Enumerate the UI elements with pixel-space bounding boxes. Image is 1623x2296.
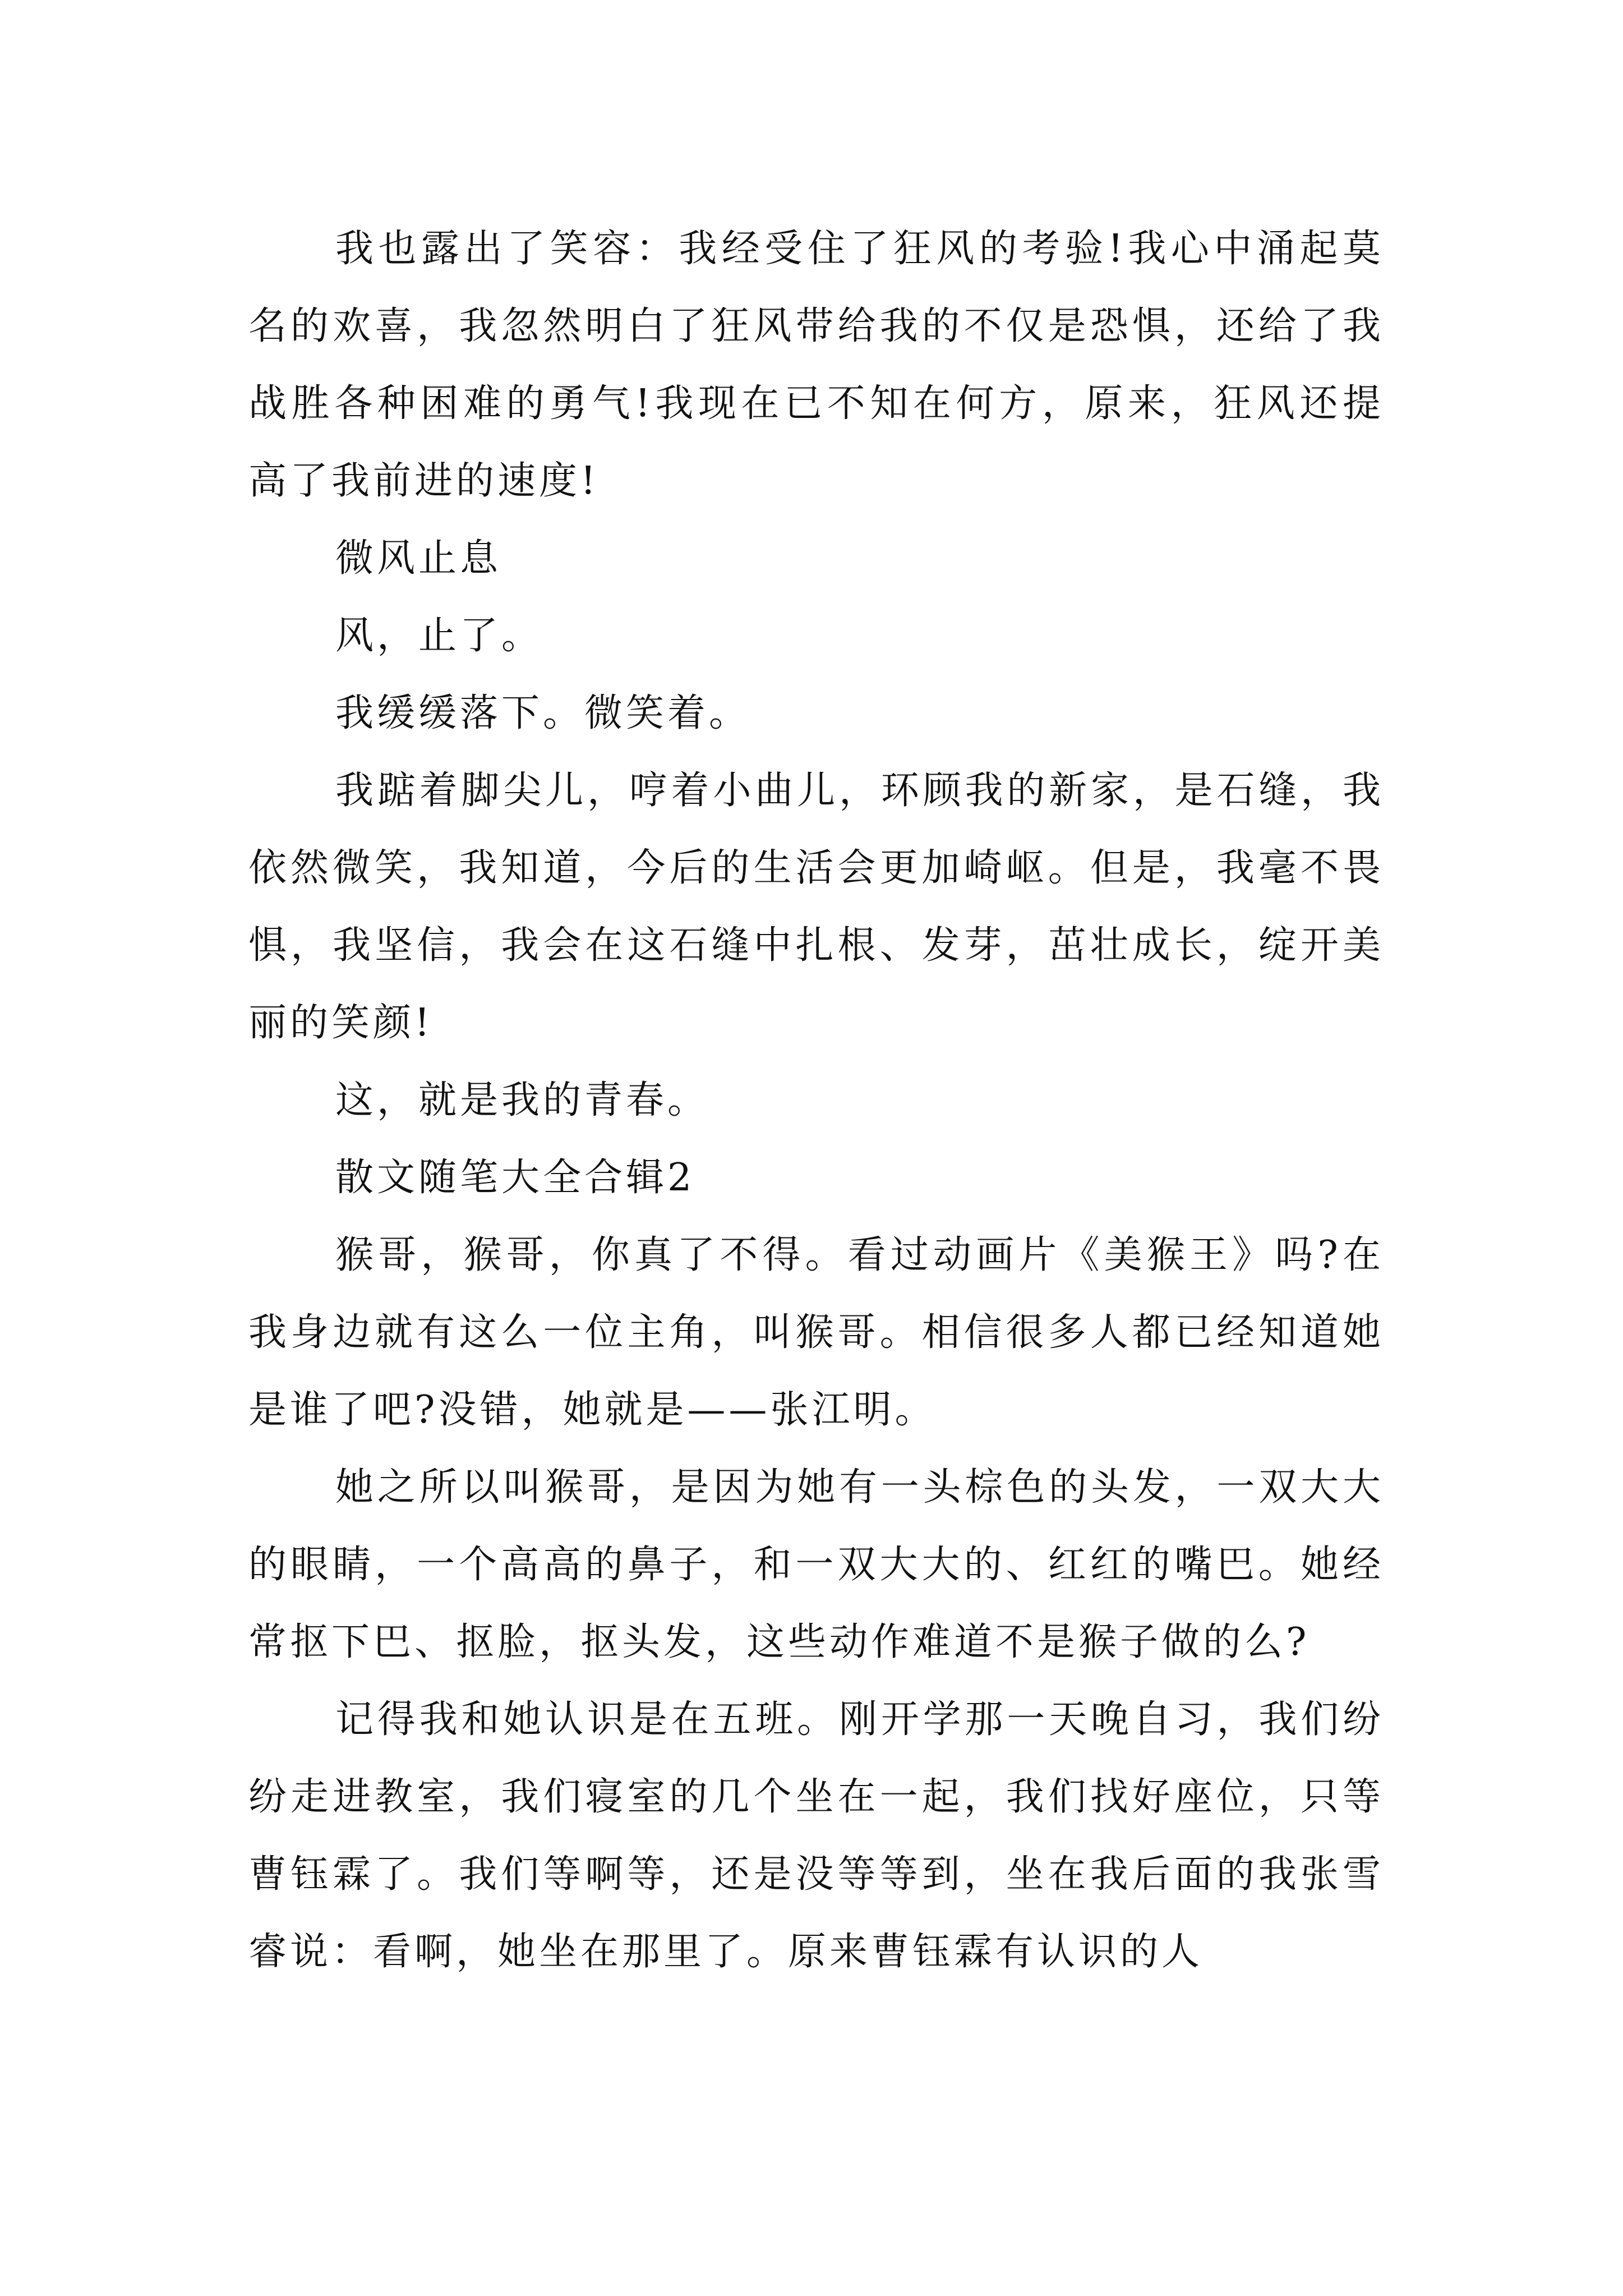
paragraph-8: 猴哥，猴哥，你真了不得。看过动画片《美猴王》吗?在我身边就有这么一位主角，叫猴哥。相信很多人都已经知道她是谁了吧?没错，她就是——张江明。 bbox=[248, 1233, 1384, 1432]
section-heading-collection-2: 散文随笔大全合辑2 bbox=[335, 1156, 695, 1200]
section-heading-wind-stops: 微风止息 bbox=[335, 536, 502, 581]
paragraph-1: 我也露出了笑容：我经受住了狂风的考验!我心中涌起莫名的欢喜，我忽然明白了狂风带给我的不仅是恐惧，还给了我战胜各种困难的勇气!我现在已不知在何方，原来，狂风还提高了我前进的速度! bbox=[248, 227, 1384, 503]
paragraph-5: 我踮着脚尖儿，哼着小曲儿，环顾我的新家，是石缝，我依然微笑，我知道，今后的生活会更加崎岖。但是，我毫不畏惧，我坚信，我会在这石缝中扎根、发芽，茁壮成长，绽开美丽的笑颜! bbox=[248, 769, 1384, 1045]
document-body bbox=[248, 210, 1384, 1991]
paragraph-6: 这，就是我的青春。 bbox=[335, 1078, 709, 1122]
paragraph-3: 风，止了。 bbox=[335, 614, 543, 658]
paragraph-9: 她之所以叫猴哥，是因为她有一头棕色的头发，一双大大的眼睛，一个高高的鼻子，和一双大大的、红红的嘴巴。她经常抠下巴、抠脸，抠头发，这些动作难道不是猴子做的么? bbox=[248, 1465, 1384, 1664]
paragraph-10: 记得我和她认识是在五班。刚开学那一天晚自习，我们纷纷走进教室，我们寝室的几个坐在一起，我们找好座位，只等曹钰霖了。我们等啊等，还是没等等到，坐在我后面的我张雪睿说：看啊，她坐在那里了。原来曹钰霖有认识的人 bbox=[248, 1697, 1384, 1974]
paragraph-4: 我缓缓落下。微笑着。 bbox=[335, 691, 751, 735]
